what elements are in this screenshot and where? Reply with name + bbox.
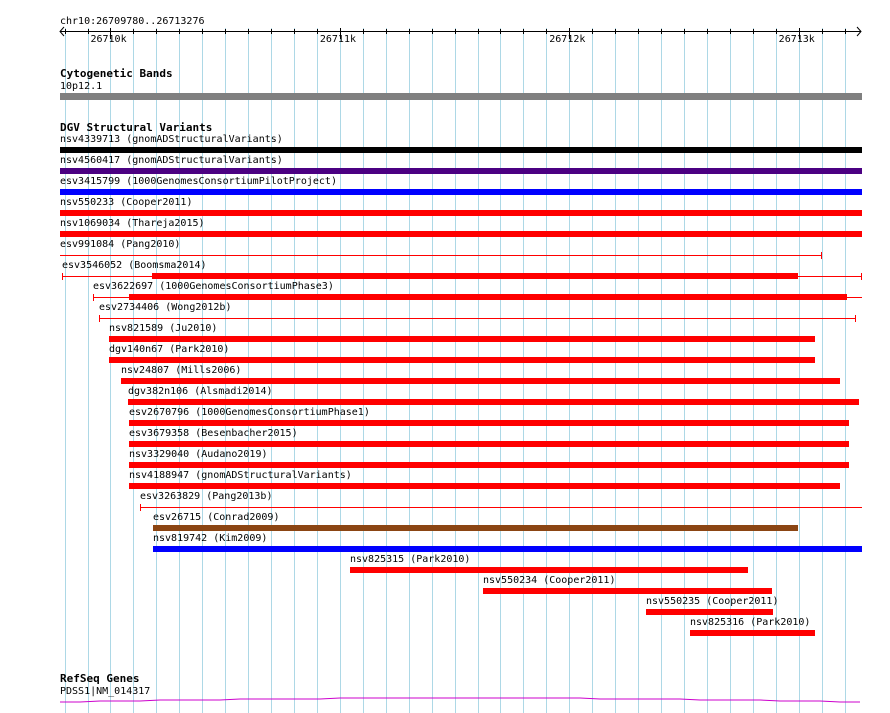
dgv-track-title[interactable]: DGV Structural Variants xyxy=(60,121,213,134)
region-label: chr10:26709780..26713276 xyxy=(60,16,205,27)
variant-bar[interactable] xyxy=(60,147,862,153)
variant-source: Pang2010 xyxy=(126,239,175,250)
ruler-tick-label: 26712k xyxy=(549,34,586,45)
variant-source: Ju2010 xyxy=(175,323,212,334)
variant-source: Kim2009 xyxy=(219,533,262,544)
variant-id: dgv382n106 xyxy=(128,386,189,397)
variant-label[interactable]: nsv825315 (Park2010) xyxy=(350,554,471,565)
variant-bar[interactable] xyxy=(60,210,862,216)
variant-source: 1000GenomesConsortiumPilotProject xyxy=(132,176,331,187)
variant-label[interactable]: dgv140n67 (Park2010) xyxy=(109,344,230,355)
variant-bar[interactable] xyxy=(129,483,840,489)
variant-bar[interactable] xyxy=(129,441,849,447)
variant-bar-thin[interactable] xyxy=(140,507,862,508)
variant-source: Cooper2011 xyxy=(712,596,773,607)
variant-source: 1000GenomesConsortiumPhase1 xyxy=(201,407,364,418)
variant-label[interactable]: nsv3329040 (Audano2019) xyxy=(129,449,268,460)
variant-cap-left xyxy=(140,504,141,511)
variant-source: Cooper2011 xyxy=(126,197,187,208)
variant-source: Audano2019 xyxy=(201,449,262,460)
variant-label[interactable]: esv3622697 (1000GenomesConsortiumPhase3) xyxy=(93,281,334,292)
ruler-tick-label: 26711k xyxy=(319,34,356,45)
variant-source: Besenbacher2015 xyxy=(201,428,292,439)
variant-bar[interactable] xyxy=(60,231,862,237)
variant-bar[interactable] xyxy=(646,609,773,615)
variant-label[interactable]: esv2734406 (Wong2012b) xyxy=(99,302,232,313)
variant-cap-left xyxy=(99,315,100,322)
variant-id: esv3415799 xyxy=(60,176,121,187)
variant-label[interactable]: nsv825316 (Park2010) xyxy=(690,617,811,628)
variant-id: nsv550235 xyxy=(646,596,701,607)
variant-source: gnomADStructuralVariants xyxy=(132,155,277,166)
variant-id: esv2670796 xyxy=(129,407,190,418)
variant-bar-thin[interactable] xyxy=(99,318,856,319)
variant-cap-right xyxy=(821,252,822,259)
variant-label[interactable]: esv3546052 (Boomsma2014) xyxy=(62,260,207,271)
variant-label[interactable]: nsv550235 (Cooper2011) xyxy=(646,596,779,607)
variant-bar[interactable] xyxy=(129,462,849,468)
variant-id: dgv140n67 xyxy=(109,344,164,355)
variant-id: esv3546052 xyxy=(62,260,123,271)
variant-source: Cooper2011 xyxy=(549,575,610,586)
variant-id: esv3622697 xyxy=(93,281,154,292)
cytoband-track-title[interactable]: Cytogenetic Bands xyxy=(60,67,173,80)
variant-bar[interactable] xyxy=(153,546,862,552)
variant-label[interactable]: nsv4188947 (gnomADStructuralVariants) xyxy=(129,470,352,481)
variant-id: nsv821589 xyxy=(109,323,164,334)
variant-label[interactable]: nsv1069034 (Thareja2015) xyxy=(60,218,205,229)
variant-label[interactable]: esv991084 (Pang2010) xyxy=(60,239,181,250)
variant-bar[interactable] xyxy=(109,357,815,363)
variant-label[interactable]: nsv4339713 (gnomADStructuralVariants) xyxy=(60,134,283,145)
variant-source: Mills2006 xyxy=(181,365,236,376)
variant-label[interactable]: nsv4560417 (gnomADStructuralVariants) xyxy=(60,155,283,166)
variant-bar[interactable] xyxy=(129,420,849,426)
ruler-tick-label: 26710k xyxy=(90,34,127,45)
ruler-axis xyxy=(55,26,867,42)
variant-bar[interactable] xyxy=(128,399,859,405)
variant-label[interactable]: nsv819742 (Kim2009) xyxy=(153,533,268,544)
variant-label[interactable]: nsv24807 (Mills2006) xyxy=(121,365,242,376)
variant-bar[interactable] xyxy=(690,630,815,636)
variant-id: esv2734406 xyxy=(99,302,160,313)
variant-id: nsv4560417 xyxy=(60,155,121,166)
variant-label[interactable]: nsv550233 (Cooper2011) xyxy=(60,197,193,208)
variant-id: esv26715 xyxy=(153,512,202,523)
variant-source: gnomADStructuralVariants xyxy=(201,470,346,481)
variant-bar[interactable] xyxy=(60,189,862,195)
variant-id: nsv4339713 xyxy=(60,134,121,145)
variant-cap-right xyxy=(855,315,856,322)
variant-source: Thareja2015 xyxy=(132,218,199,229)
variant-cap-right xyxy=(861,273,862,280)
variant-source: 1000GenomesConsortiumPhase3 xyxy=(165,281,328,292)
variant-source: Boomsma2014 xyxy=(134,260,201,271)
variant-cap-left xyxy=(62,273,63,280)
variant-id: esv991084 xyxy=(60,239,115,250)
variant-source: Alsmadi2014 xyxy=(200,386,267,397)
variant-cap-left xyxy=(93,294,94,301)
variant-source: Wong2012b xyxy=(171,302,226,313)
variant-label[interactable]: esv2670796 (1000GenomesConsortiumPhase1) xyxy=(129,407,370,418)
variant-label[interactable]: esv3415799 (1000GenomesConsortiumPilotProject) xyxy=(60,176,337,187)
variant-source: gnomADStructuralVariants xyxy=(132,134,277,145)
variant-id: nsv550233 xyxy=(60,197,115,208)
variant-label[interactable]: esv26715 (Conrad2009) xyxy=(153,512,280,523)
variant-id: nsv825315 xyxy=(350,554,405,565)
variant-bar[interactable] xyxy=(129,294,847,300)
variant-source: Conrad2009 xyxy=(213,512,274,523)
variant-bar[interactable] xyxy=(60,168,862,174)
variant-source: Pang2013b xyxy=(212,491,267,502)
variant-id: nsv1069034 xyxy=(60,218,121,229)
variant-bar[interactable] xyxy=(350,567,748,573)
variant-bar-thin[interactable] xyxy=(60,255,822,256)
cytoband-bar[interactable] xyxy=(60,93,862,100)
variant-label[interactable]: esv3263829 (Pang2013b) xyxy=(140,491,273,502)
variant-bar[interactable] xyxy=(152,273,798,279)
variant-source: Park2010 xyxy=(756,617,805,628)
variant-bar[interactable] xyxy=(121,378,840,384)
ruler-tick-label: 26713k xyxy=(778,34,815,45)
refseq-gene-label[interactable]: PDSS1|NM_014317 xyxy=(60,686,151,697)
variant-bar[interactable] xyxy=(109,336,815,342)
variant-label[interactable]: nsv550234 (Cooper2011) xyxy=(483,575,616,586)
variant-label[interactable]: nsv821589 (Ju2010) xyxy=(109,323,218,334)
variant-id: nsv4188947 xyxy=(129,470,190,481)
variant-id: nsv24807 xyxy=(121,365,170,376)
variant-label[interactable]: dgv382n106 (Alsmadi2014) xyxy=(128,386,273,397)
variant-bar[interactable] xyxy=(153,525,798,531)
variant-id: nsv550234 xyxy=(483,575,538,586)
variant-source: Park2010 xyxy=(416,554,465,565)
variant-id: nsv825316 xyxy=(690,617,745,628)
variant-label[interactable]: esv3679358 (Besenbacher2015) xyxy=(129,428,298,439)
variant-id: nsv819742 xyxy=(153,533,208,544)
variant-id: esv3263829 xyxy=(140,491,201,502)
refseq-gene-line[interactable] xyxy=(60,696,862,706)
cytoband-label: 10p12.1 xyxy=(60,81,103,92)
variant-source: Park2010 xyxy=(175,344,224,355)
variant-id: esv3679358 xyxy=(129,428,190,439)
refseq-track-title[interactable]: RefSeq Genes xyxy=(60,672,140,685)
variant-bar[interactable] xyxy=(483,588,772,594)
variant-id: nsv3329040 xyxy=(129,449,190,460)
